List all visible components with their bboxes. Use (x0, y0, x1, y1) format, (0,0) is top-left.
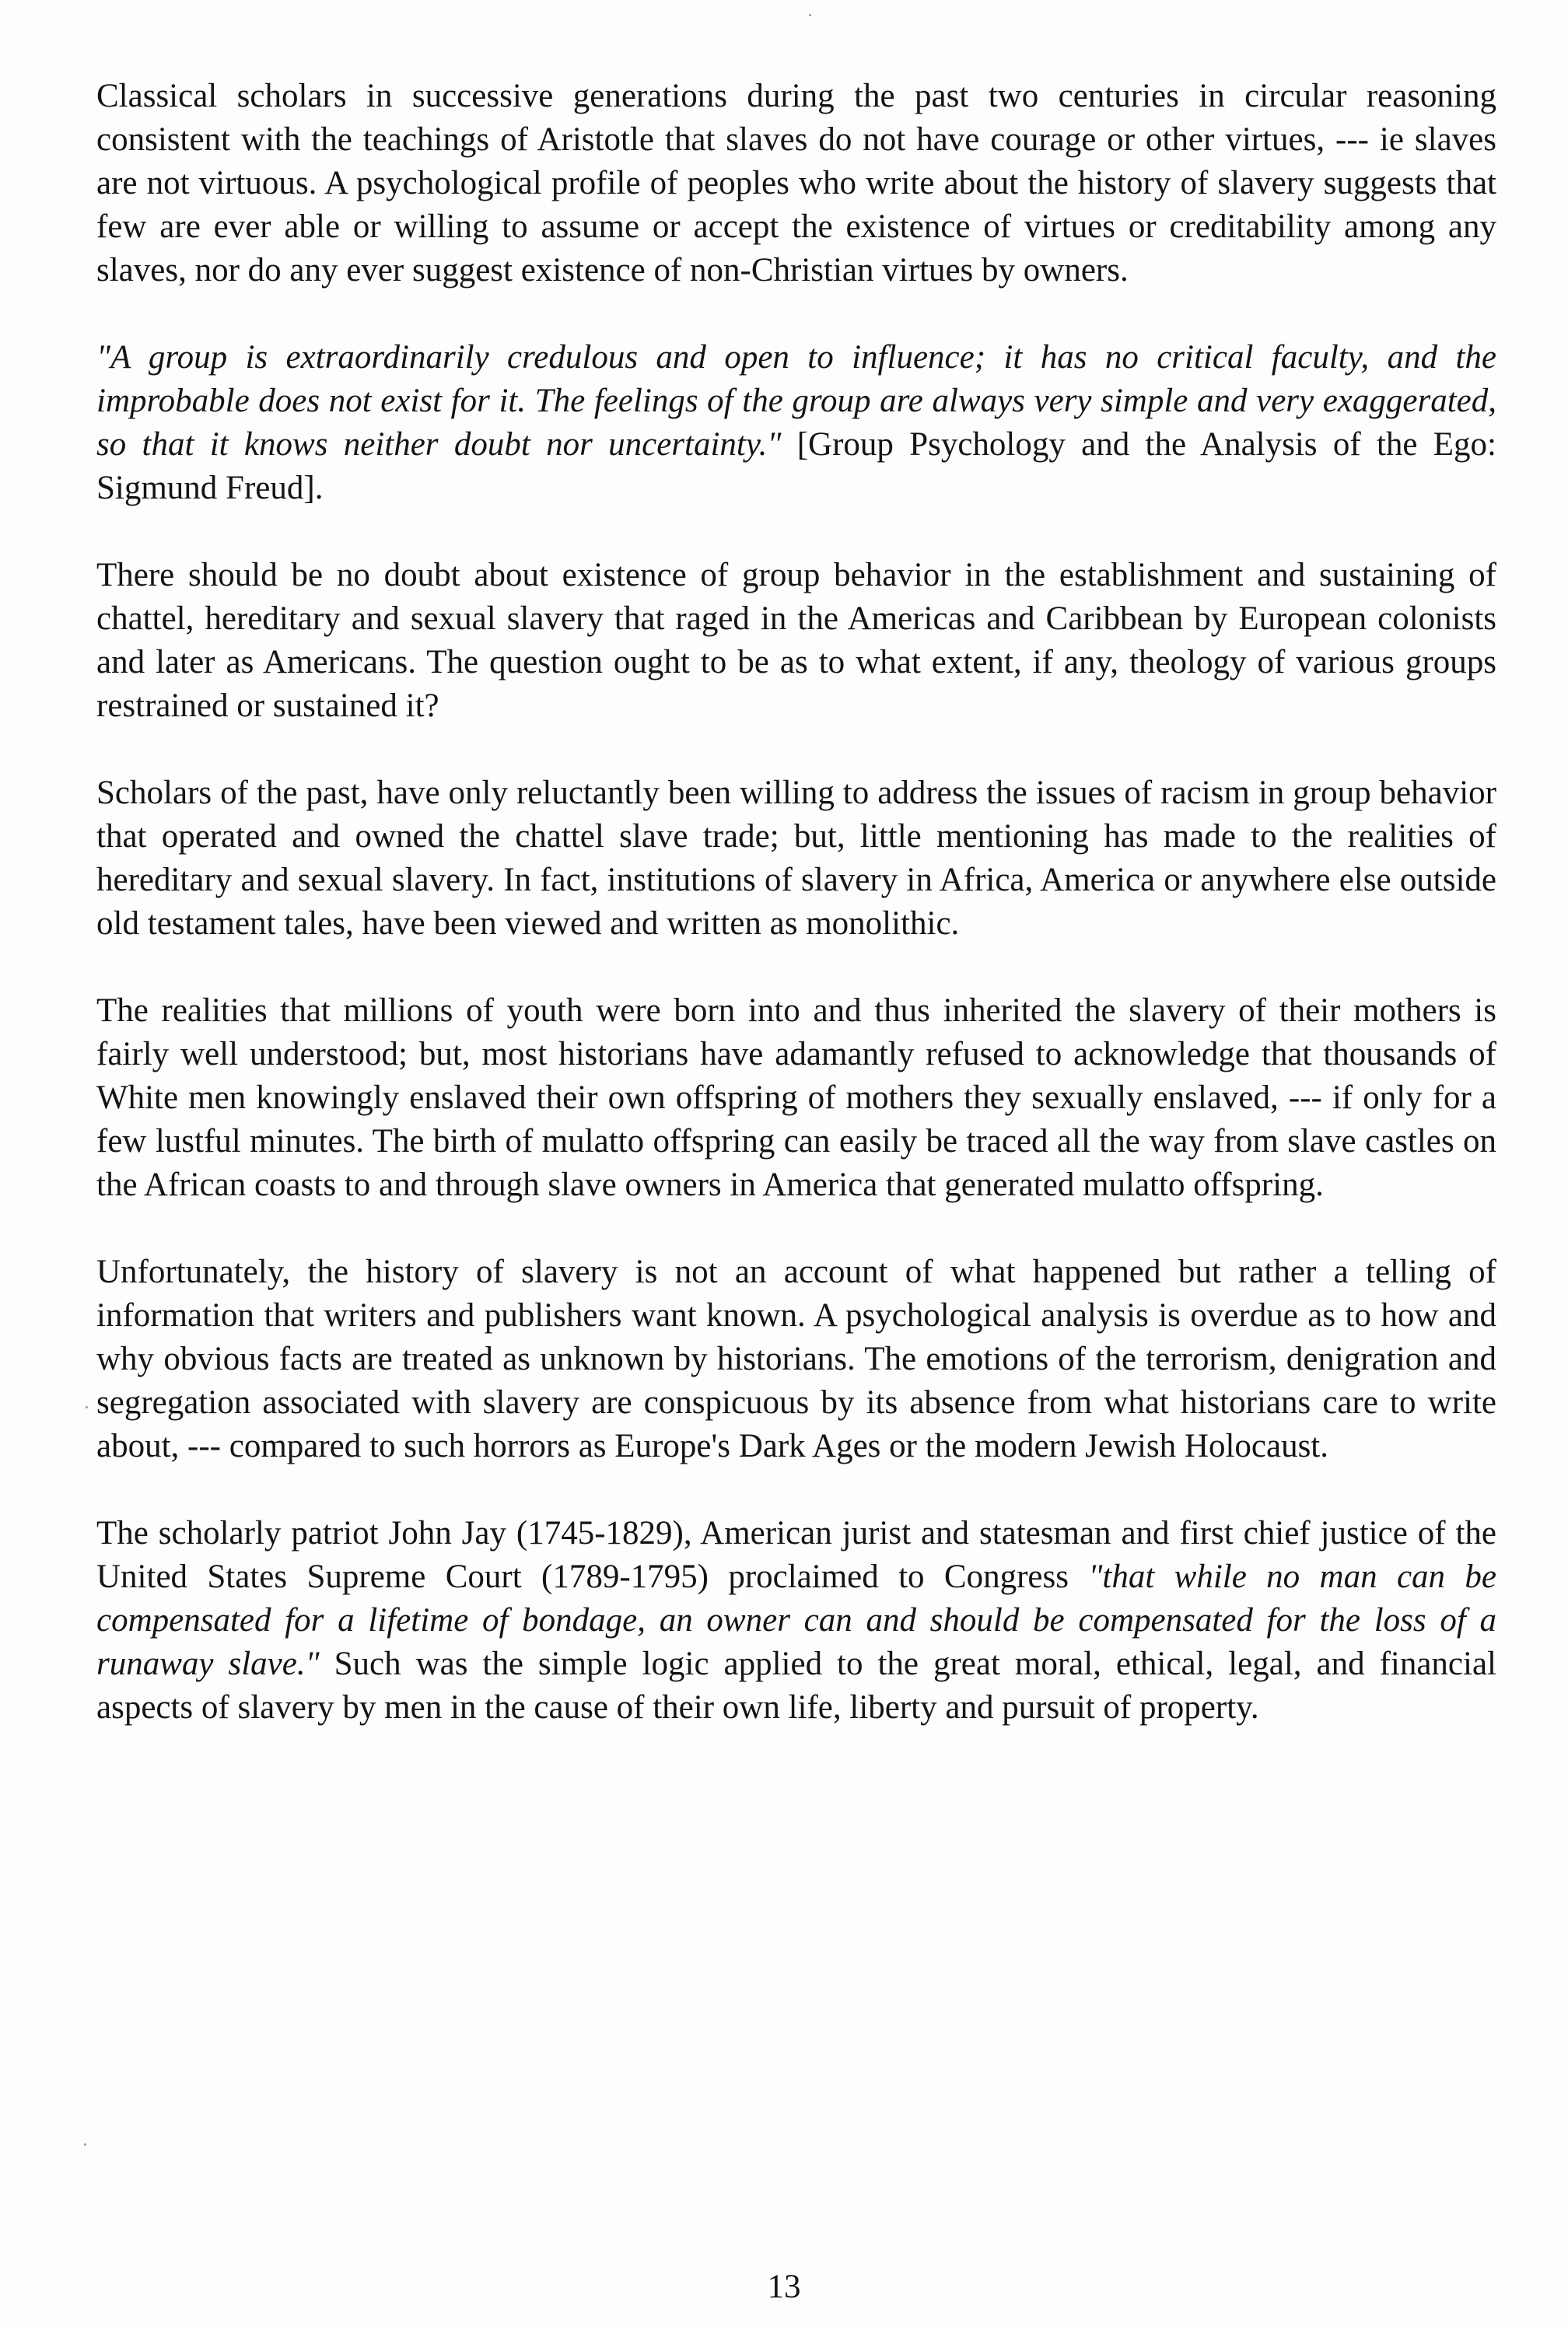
john-jay-quotation: "that while no man can be compensated for a lifetime of bondage, an owner can and should be compensated for the loss of a runaway slave." (96, 1559, 1496, 1682)
paragraph-text: Such was the simple logic applied to the great moral, ethical, legal, and financial aspects of slavery by men in the cause of their own life, liberty and pursuit of property. (96, 1646, 1496, 1726)
paragraph-group-behavior (96, 554, 1496, 728)
paragraph-text: Unfortunately, the history of slavery is not an account of what happened but rather a telling of information that writers and publishers want known. A psychological analysis is overdue as to how and why obvious facts are treated as unknown by historians. The emotions of the terrorism, denigration and segregation associated with slavery are conspicuous by its absence from what historians care to write about, --- compared to such horrors as Europe's Dark Ages or the modern Jewish Holocaust. (96, 1254, 1496, 1464)
paragraph-history-of-slavery (96, 1251, 1496, 1468)
paragraph-text: Scholars of the past, have only reluctantly been willing to address the issues of racism in group behavior that operated and owned the chattel slave trade; but, little mentioning has made to the realities of hereditary and sexual slavery. In fact, institutions of slavery in Africa, America or anywhere else outside old testament tales, have been viewed and written as monolithic. (96, 775, 1496, 942)
paragraph-freud-quote (96, 336, 1496, 510)
page-number: 13 (767, 2269, 801, 2305)
paragraph-text: The scholarly patriot John Jay (1745-1829), American jurist and statesman and first chief justice of the United States Supreme Court (1789-1795) proclaimed to Congress (96, 1515, 1496, 1595)
freud-citation: [Group Psychology and the Analysis of the Ego: Sigmund Freud]. (96, 426, 1496, 506)
body-text (96, 75, 1496, 1773)
paragraph-text: Classical scholars in successive generations during the past two centuries in circular reasoning consistent with the teachings of Aristotle that slaves do not have courage or other virtues, --- ie slaves are not virtuous. A psychological profile of peoples who write about the history of slavery suggests that few are ever able or willing to assume or accept the existence of virtues or creditability among any slaves, nor do any ever suggest existence of non-Christian virtues by owners. (96, 78, 1496, 289)
scan-speck (809, 14, 811, 16)
paragraph-scholars-of-the-past (96, 771, 1496, 946)
paragraph-text: The realities that millions of youth were born into and thus inherited the slavery of their mothers is fairly well understood; but, most historians have adamantly refused to acknowledge that thousands of White men knowingly enslaved their own offspring of mothers they sexually enslaved, --- if only for a few lustful minutes. The birth of mulatto offspring can easily be traced all the way from slave castles on the African coasts to and through slave owners in America that generated mulatto offspring. (96, 992, 1496, 1203)
paragraph-text: There should be no doubt about existence of group behavior in the establishment and sustaining of chattel, hereditary and sexual slavery that raged in the Americas and Caribbean by European colonists and later as Americans. The question ought to be as to what extent, if any, theology of various groups restrained or sustained it? (96, 557, 1496, 724)
paragraph-john-jay (96, 1512, 1496, 1730)
freud-quotation: "A group is extraordinarily credulous and open to influence; it has no critical faculty, and the improbable does not exist for it. The feelings of the group are always very simple and very exaggerated, so that it knows neither doubt nor uncertainty." (96, 339, 1496, 463)
scan-speck (86, 1406, 88, 1408)
scan-speck (84, 2143, 86, 2146)
paragraph-aristotle-virtues (96, 75, 1496, 292)
paragraph-inherited-slavery (96, 989, 1496, 1207)
